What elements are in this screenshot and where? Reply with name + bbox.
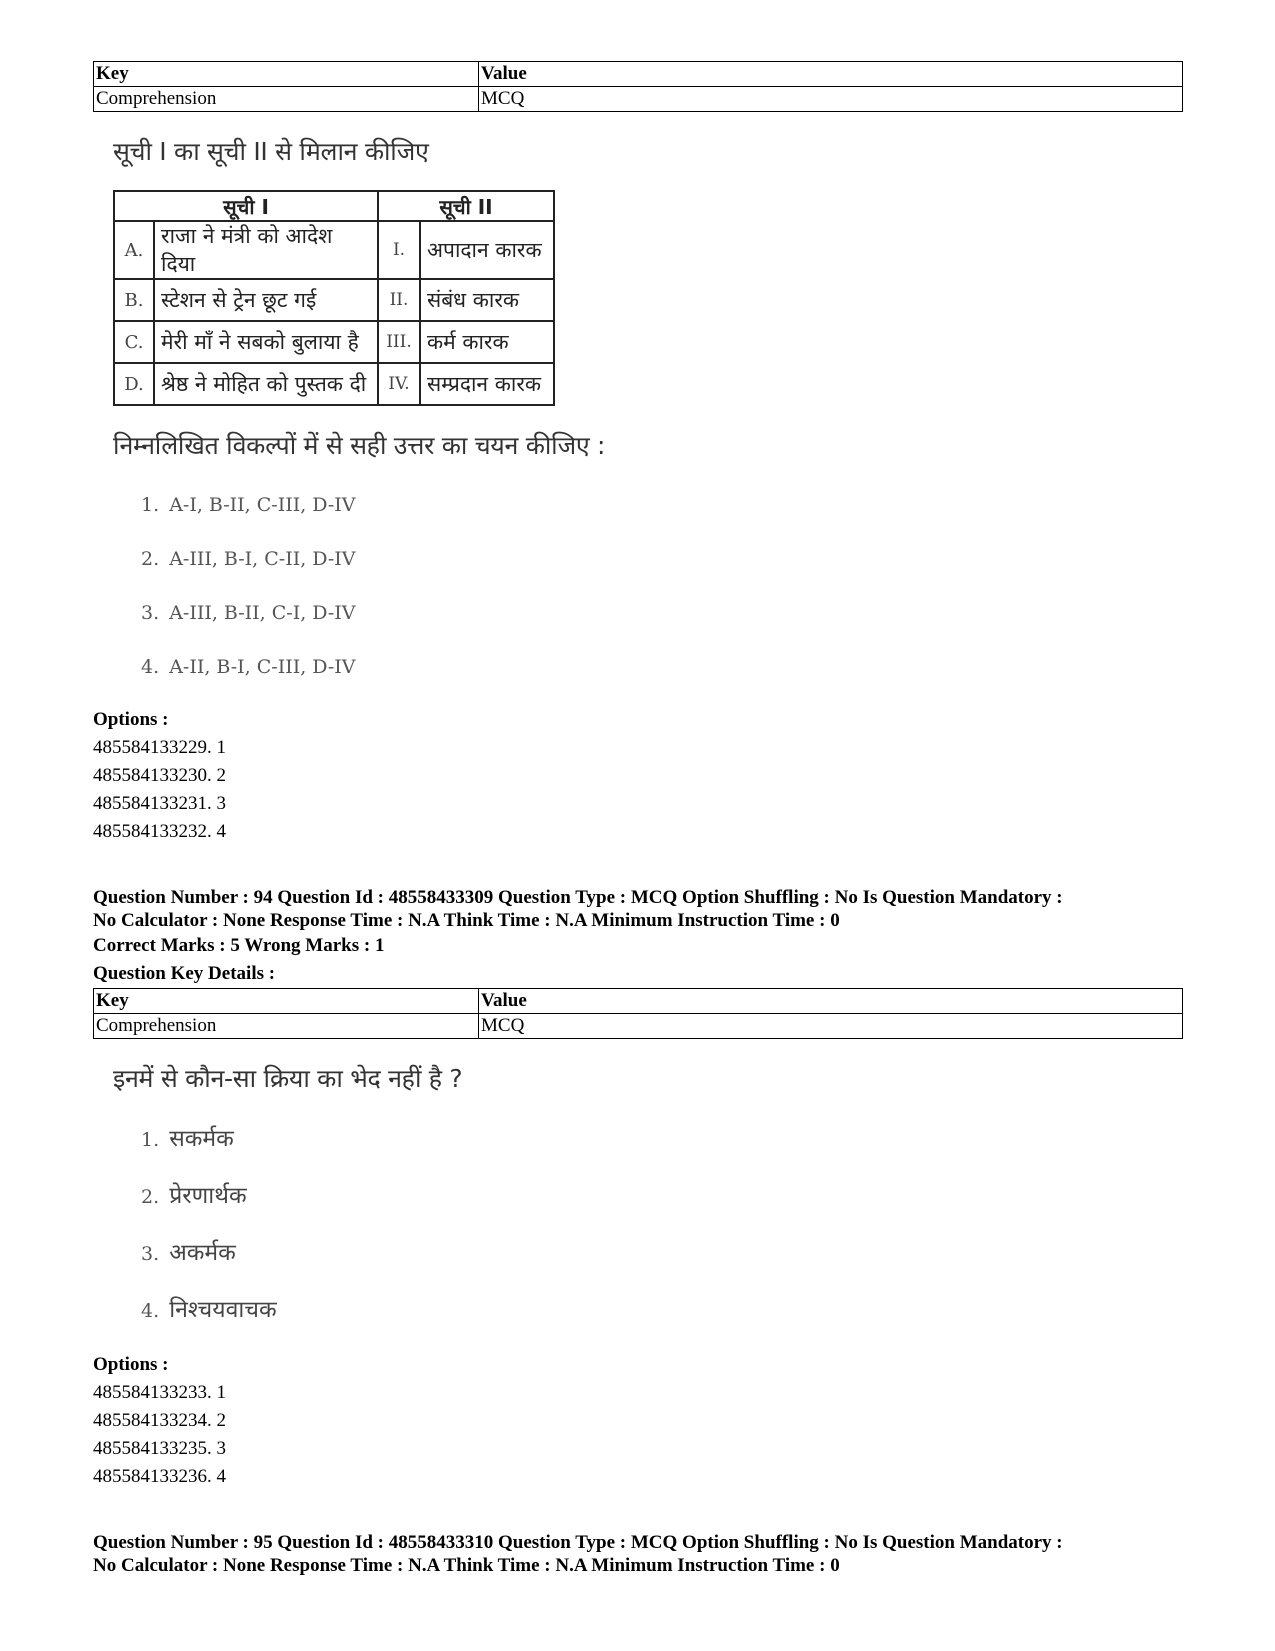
row-sentence: राजा ने मंत्री को आदेश दिया [154,221,378,279]
question-image [93,1061,1183,1339]
match-row [114,221,554,279]
match-table [113,190,555,406]
option-line: 485584133232. 4 [93,821,226,842]
value-header: Value [479,62,1183,87]
row-case: कर्म कारक [420,321,554,363]
question-image [93,134,1183,694]
choice-text: निश्चयवाचक [169,1297,277,1323]
key-cell: Comprehension [94,1014,479,1039]
option-line: 485584133231. 3 [93,793,226,814]
row-letter: A. [114,221,154,279]
options-label: Options : [93,709,169,730]
row-case: सम्प्रदान कारक [420,363,554,405]
options-label: Options : [93,1354,169,1375]
match-row [114,363,554,405]
value-cell: MCQ [479,1014,1183,1039]
choice-item [141,586,1183,640]
key-details-label: Question Key Details : [93,963,276,984]
choice-item [141,1168,1183,1225]
row-sentence: श्रेष्ठ ने मोहित को पुस्तक दी [154,363,378,405]
option-line: 485584133229. 1 [93,737,226,758]
row-roman: II. [378,279,420,321]
row-letter: B. [114,279,154,321]
option-line: 485584133233. 1 [93,1382,226,1403]
option-line: 485584133230. 2 [93,765,226,786]
key-table-header-row [94,989,1183,1014]
list-one-header: सूची I [114,191,378,221]
question-meta-line: No Calculator : None Response Time : N.A Think Time : N.A Minimum Instruction Time : 0 [93,910,840,931]
question-title: सूची I का सूची II से मिलान कीजिए [113,137,429,166]
question-meta-line: No Calculator : None Response Time : N.A Think Time : N.A Minimum Instruction Time : 0 [93,1555,840,1576]
question-95-meta [93,1531,1183,1577]
choice-item [141,478,1183,532]
option-line: 485584133236. 4 [93,1466,226,1487]
value-header: Value [479,989,1183,1014]
row-roman: I. [378,221,420,279]
option-line: 485584133235. 3 [93,1438,226,1459]
choice-text: A-II, B-I, C-III, D-IV [169,656,356,678]
instruction-text: निम्नलिखित विकल्पों में से सही उत्तर का चयन कीजिए : [113,431,606,460]
choice-item [141,640,1183,694]
marks-line: Correct Marks : 5 Wrong Marks : 1 [93,935,385,956]
row-case: अपादान कारक [420,221,554,279]
choice-text: A-III, B-I, C-II, D-IV [169,548,356,570]
row-letter: D. [114,363,154,405]
row-roman: IV. [378,363,420,405]
choice-number: 3. [141,1243,160,1265]
question-title: इनमें से कौन-सा क्रिया का भेद नहीं है ? [113,1064,463,1093]
choice-text: A-I, B-II, C-III, D-IV [169,494,356,516]
value-cell: MCQ [479,87,1183,112]
answer-choices [141,478,1183,694]
choice-item [141,532,1183,586]
key-cell: Comprehension [94,87,479,112]
key-table-row [94,1014,1183,1039]
question-meta-line: Question Number : 94 Question Id : 48558433309 Question Type : MCQ Option Shuffling : No Is Question Mandatory : [93,887,1063,908]
choice-number: 2. [141,1186,160,1208]
key-header: Key [94,989,479,1014]
choice-text: सकर्मक [169,1126,234,1152]
key-table-row [94,87,1183,112]
question-meta-line: Question Number : 95 Question Id : 48558433310 Question Type : MCQ Option Shuffling : No Is Question Mandatory : [93,1532,1063,1553]
choice-number: 4. [141,1300,160,1322]
choice-number: 1. [141,494,160,516]
choice-text: अकर्मक [169,1240,236,1266]
choice-number: 4. [141,656,160,678]
question-key-table [93,988,1183,1039]
match-table-header [114,191,554,221]
match-row [114,321,554,363]
choice-text: A-III, B-II, C-I, D-IV [169,602,356,624]
question-key-table [93,61,1183,112]
choice-text: प्रेरणार्थक [169,1183,247,1209]
choice-number: 2. [141,548,160,570]
choice-item [141,1111,1183,1168]
key-table-header-row [94,62,1183,87]
choice-number: 3. [141,602,160,624]
row-sentence: स्टेशन से ट्रेन छूट गई [154,279,378,321]
row-letter: C. [114,321,154,363]
match-row [114,279,554,321]
question-94-meta [93,886,1183,932]
choice-item [141,1225,1183,1282]
key-header: Key [94,62,479,87]
list-two-header: सूची II [378,191,554,221]
row-sentence: मेरी माँ ने सबको बुलाया है [154,321,378,363]
row-roman: III. [378,321,420,363]
row-case: संबंध कारक [420,279,554,321]
option-line: 485584133234. 2 [93,1410,226,1431]
choice-number: 1. [141,1129,160,1151]
choice-item [141,1282,1183,1339]
document-page [93,61,1183,1577]
answer-choices [141,1111,1183,1339]
